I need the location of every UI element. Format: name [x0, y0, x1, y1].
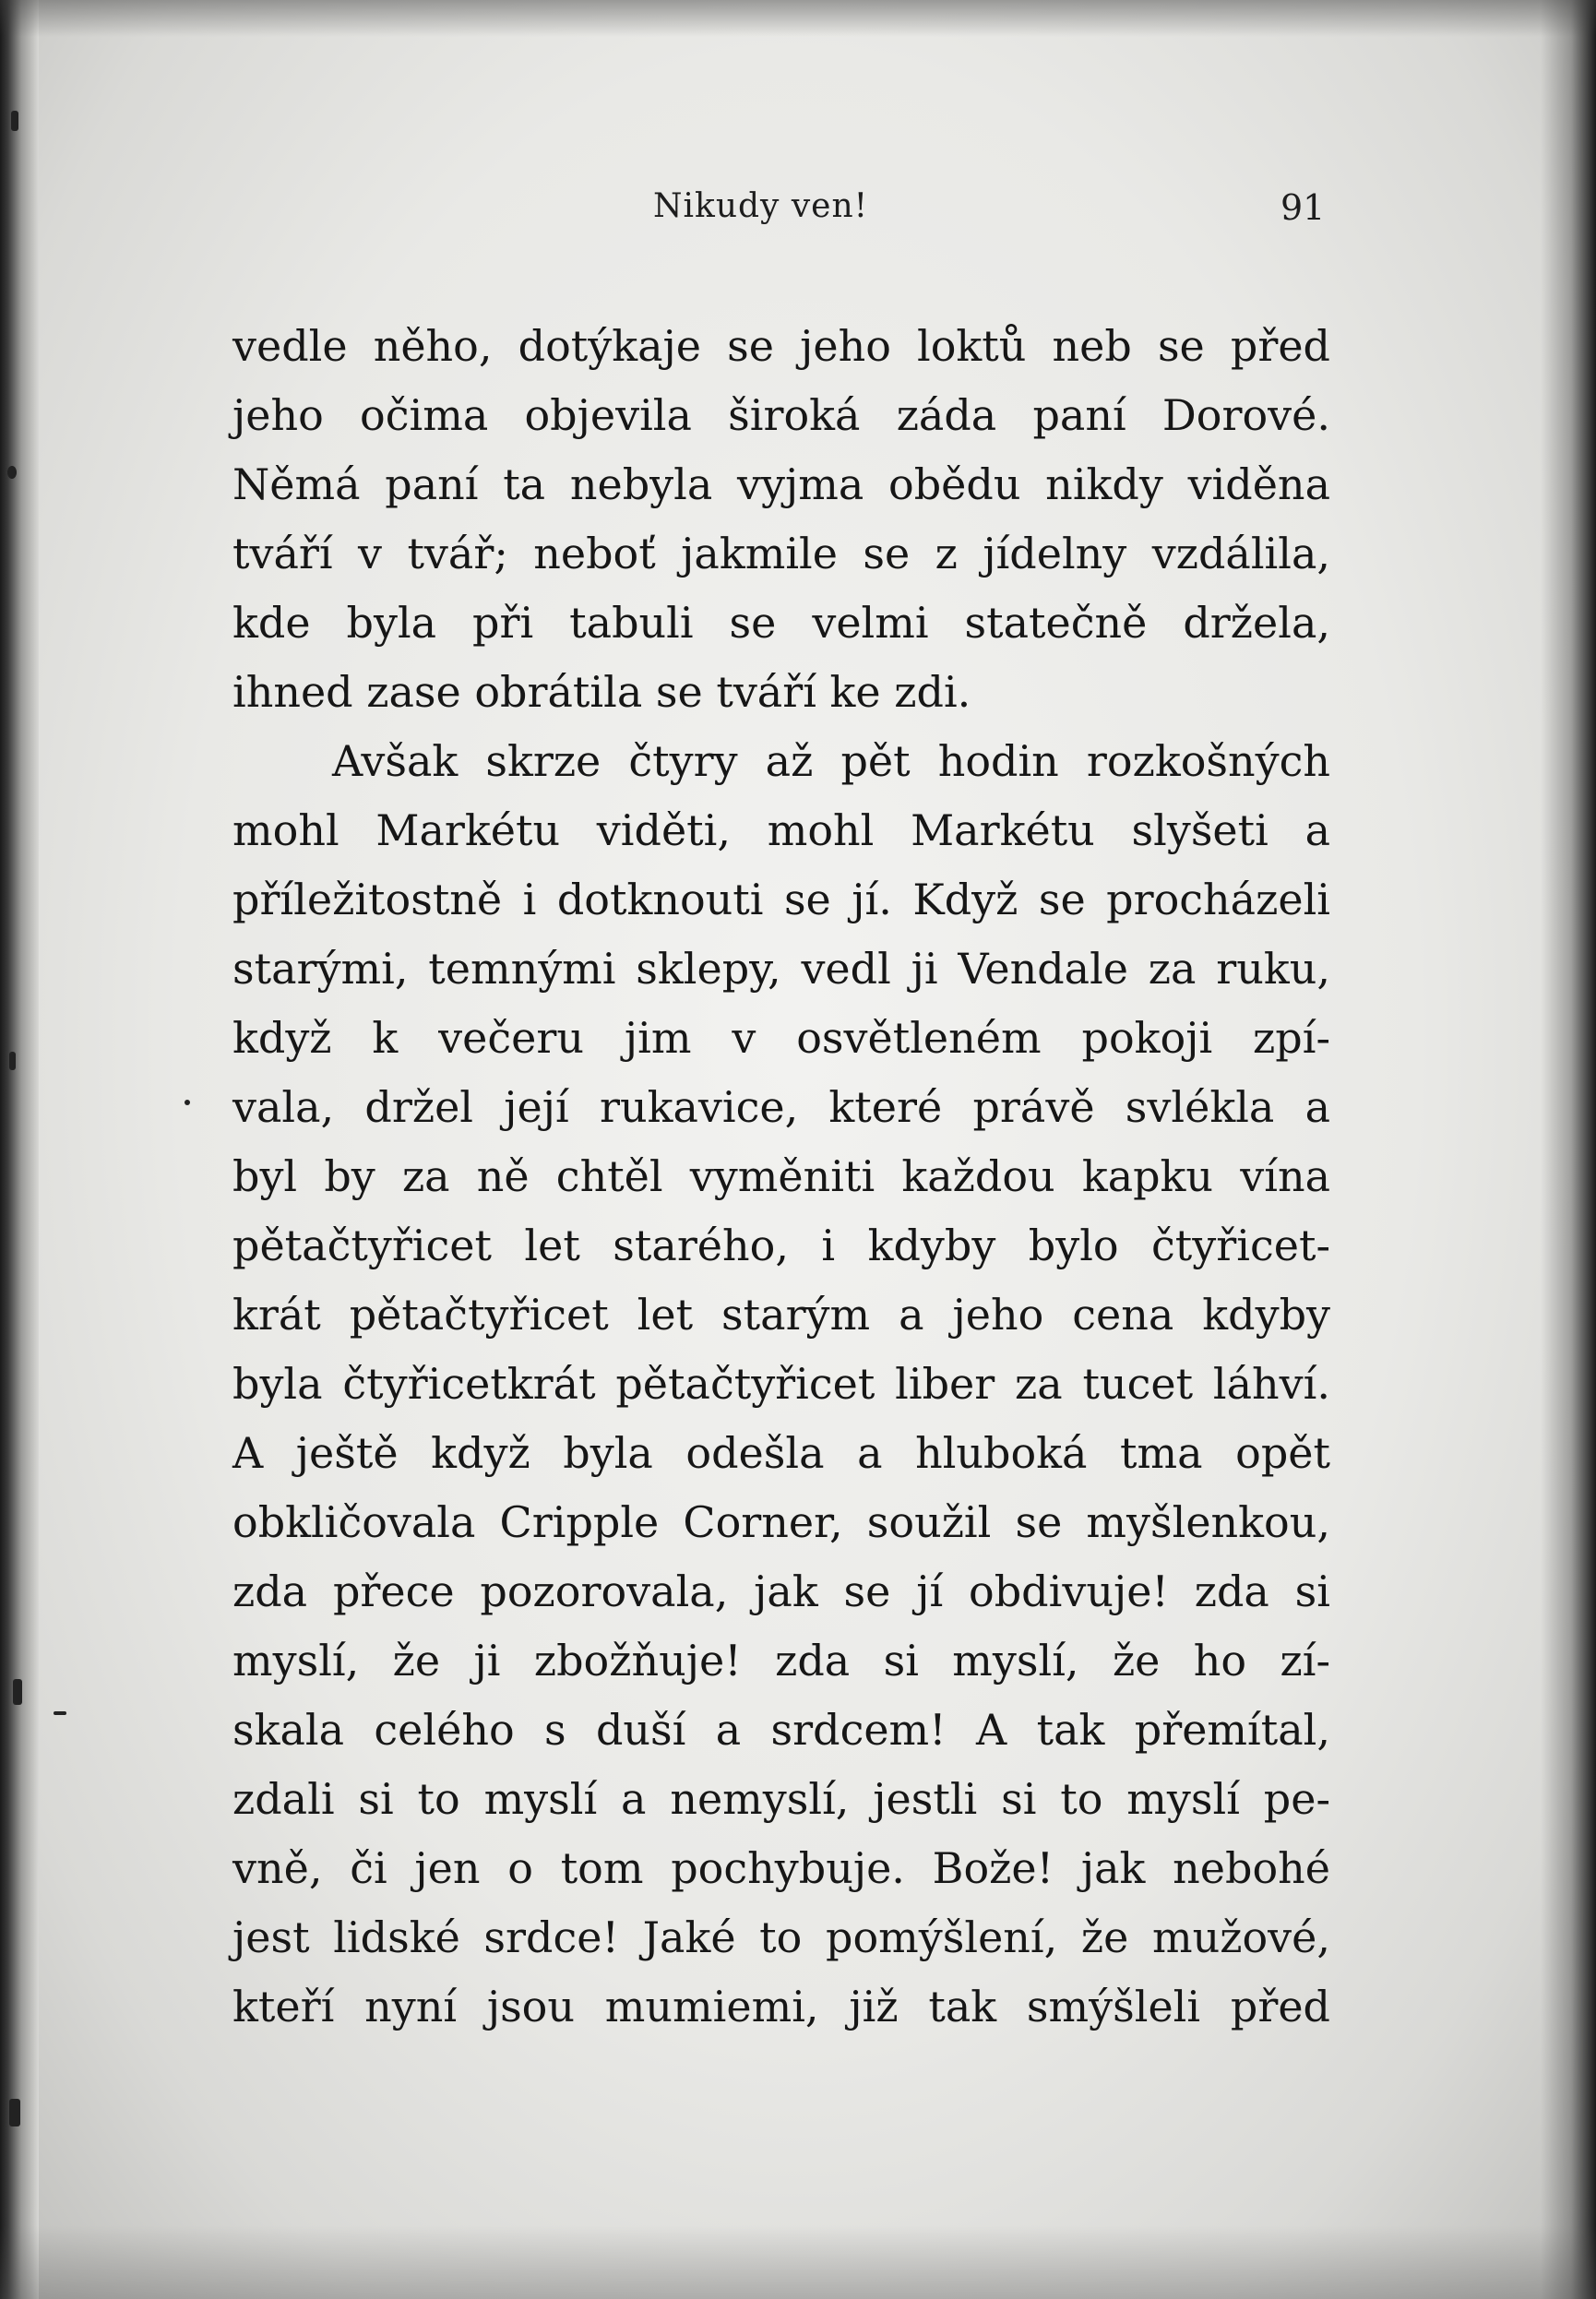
text-line: skala celého s duší a srdcem! A tak přemítal, — [232, 1705, 1330, 1755]
text-line: ihned zase obrátila se tváří ke zdi. — [232, 667, 971, 717]
scan-speck — [11, 111, 18, 131]
running-title: Nikudy ven! — [653, 187, 869, 225]
scan-speck — [7, 466, 17, 479]
scan-speck — [54, 1711, 66, 1715]
text-line: myslí, že ji zbožňuje! zda si myslí, že ho zí- — [232, 1636, 1330, 1686]
text-line: vně, či jen o tom pochybuje. Bože! jak nebohé — [232, 1843, 1330, 1893]
text-line: zda přece pozorovala, jak se jí obdivuje! zda si — [232, 1566, 1330, 1616]
text-line: jest lidské srdce! Jaké to pomýšlení, že mužové, — [232, 1912, 1330, 1962]
page-number: 91 — [1280, 187, 1326, 228]
text-line: Avšak skrze čtyry až pět hodin rozkošných — [332, 736, 1330, 786]
text-line: tváří v tvář; neboť jakmile se z jídelny vzdálila, — [232, 529, 1330, 578]
text-line: mohl Markétu viděti, mohl Markétu slyšeti a — [232, 805, 1330, 855]
text-line: krát pětačtyřicet let starým a jeho cena kdyby — [232, 1290, 1330, 1340]
text-line: vala, držel její rukavice, které právě svlékla a — [232, 1082, 1330, 1132]
text-line: obkličovala Cripple Corner, soužil se myšlenkou, — [232, 1497, 1330, 1547]
scan-speck — [9, 2099, 20, 2126]
page-edge-shadow-bottom — [0, 2225, 1596, 2299]
page-edge-shadow-top — [0, 0, 1596, 37]
text-line: byl by za ně chtěl vyměniti každou kapku vína — [232, 1151, 1330, 1201]
text-line: jeho očima objevila široká záda paní Dorové. — [232, 390, 1330, 440]
text-line: Němá paní ta nebyla vyjma obědu nikdy viděna — [232, 459, 1330, 509]
page-binding-shadow — [0, 0, 39, 2299]
scan-speck — [185, 1100, 190, 1105]
text-line: příležitostně i dotknouti se jí. Když se procházeli — [232, 875, 1330, 924]
text-line: pětačtyřicet let starého, i kdyby bylo čtyřicet- — [232, 1221, 1330, 1270]
text-line: starými, temnými sklepy, vedl ji Vendale za ruku, — [232, 944, 1330, 994]
page-edge-shadow-right — [1541, 0, 1596, 2299]
text-line: zdali si to myslí a nemyslí, jestli si to myslí pe- — [232, 1774, 1330, 1824]
scan-speck — [9, 1052, 16, 1070]
scan-speck — [13, 1679, 22, 1705]
text-line: když k večeru jim v osvětleném pokoji zpí- — [232, 1013, 1330, 1063]
body-text — [232, 312, 1330, 2042]
text-line: vedle něho, dotýkaje se jeho loktů neb se před — [232, 321, 1330, 371]
text-line: kde byla při tabuli se velmi statečně držela, — [232, 598, 1330, 648]
running-head — [0, 187, 1596, 243]
text-line: byla čtyřicetkrát pětačtyřicet liber za tucet láhví. — [232, 1359, 1330, 1409]
text-line: kteří nyní jsou mumiemi, již tak smýšleli před — [232, 1982, 1330, 2031]
text-line: A ještě když byla odešla a hluboká tma opět — [232, 1428, 1330, 1478]
